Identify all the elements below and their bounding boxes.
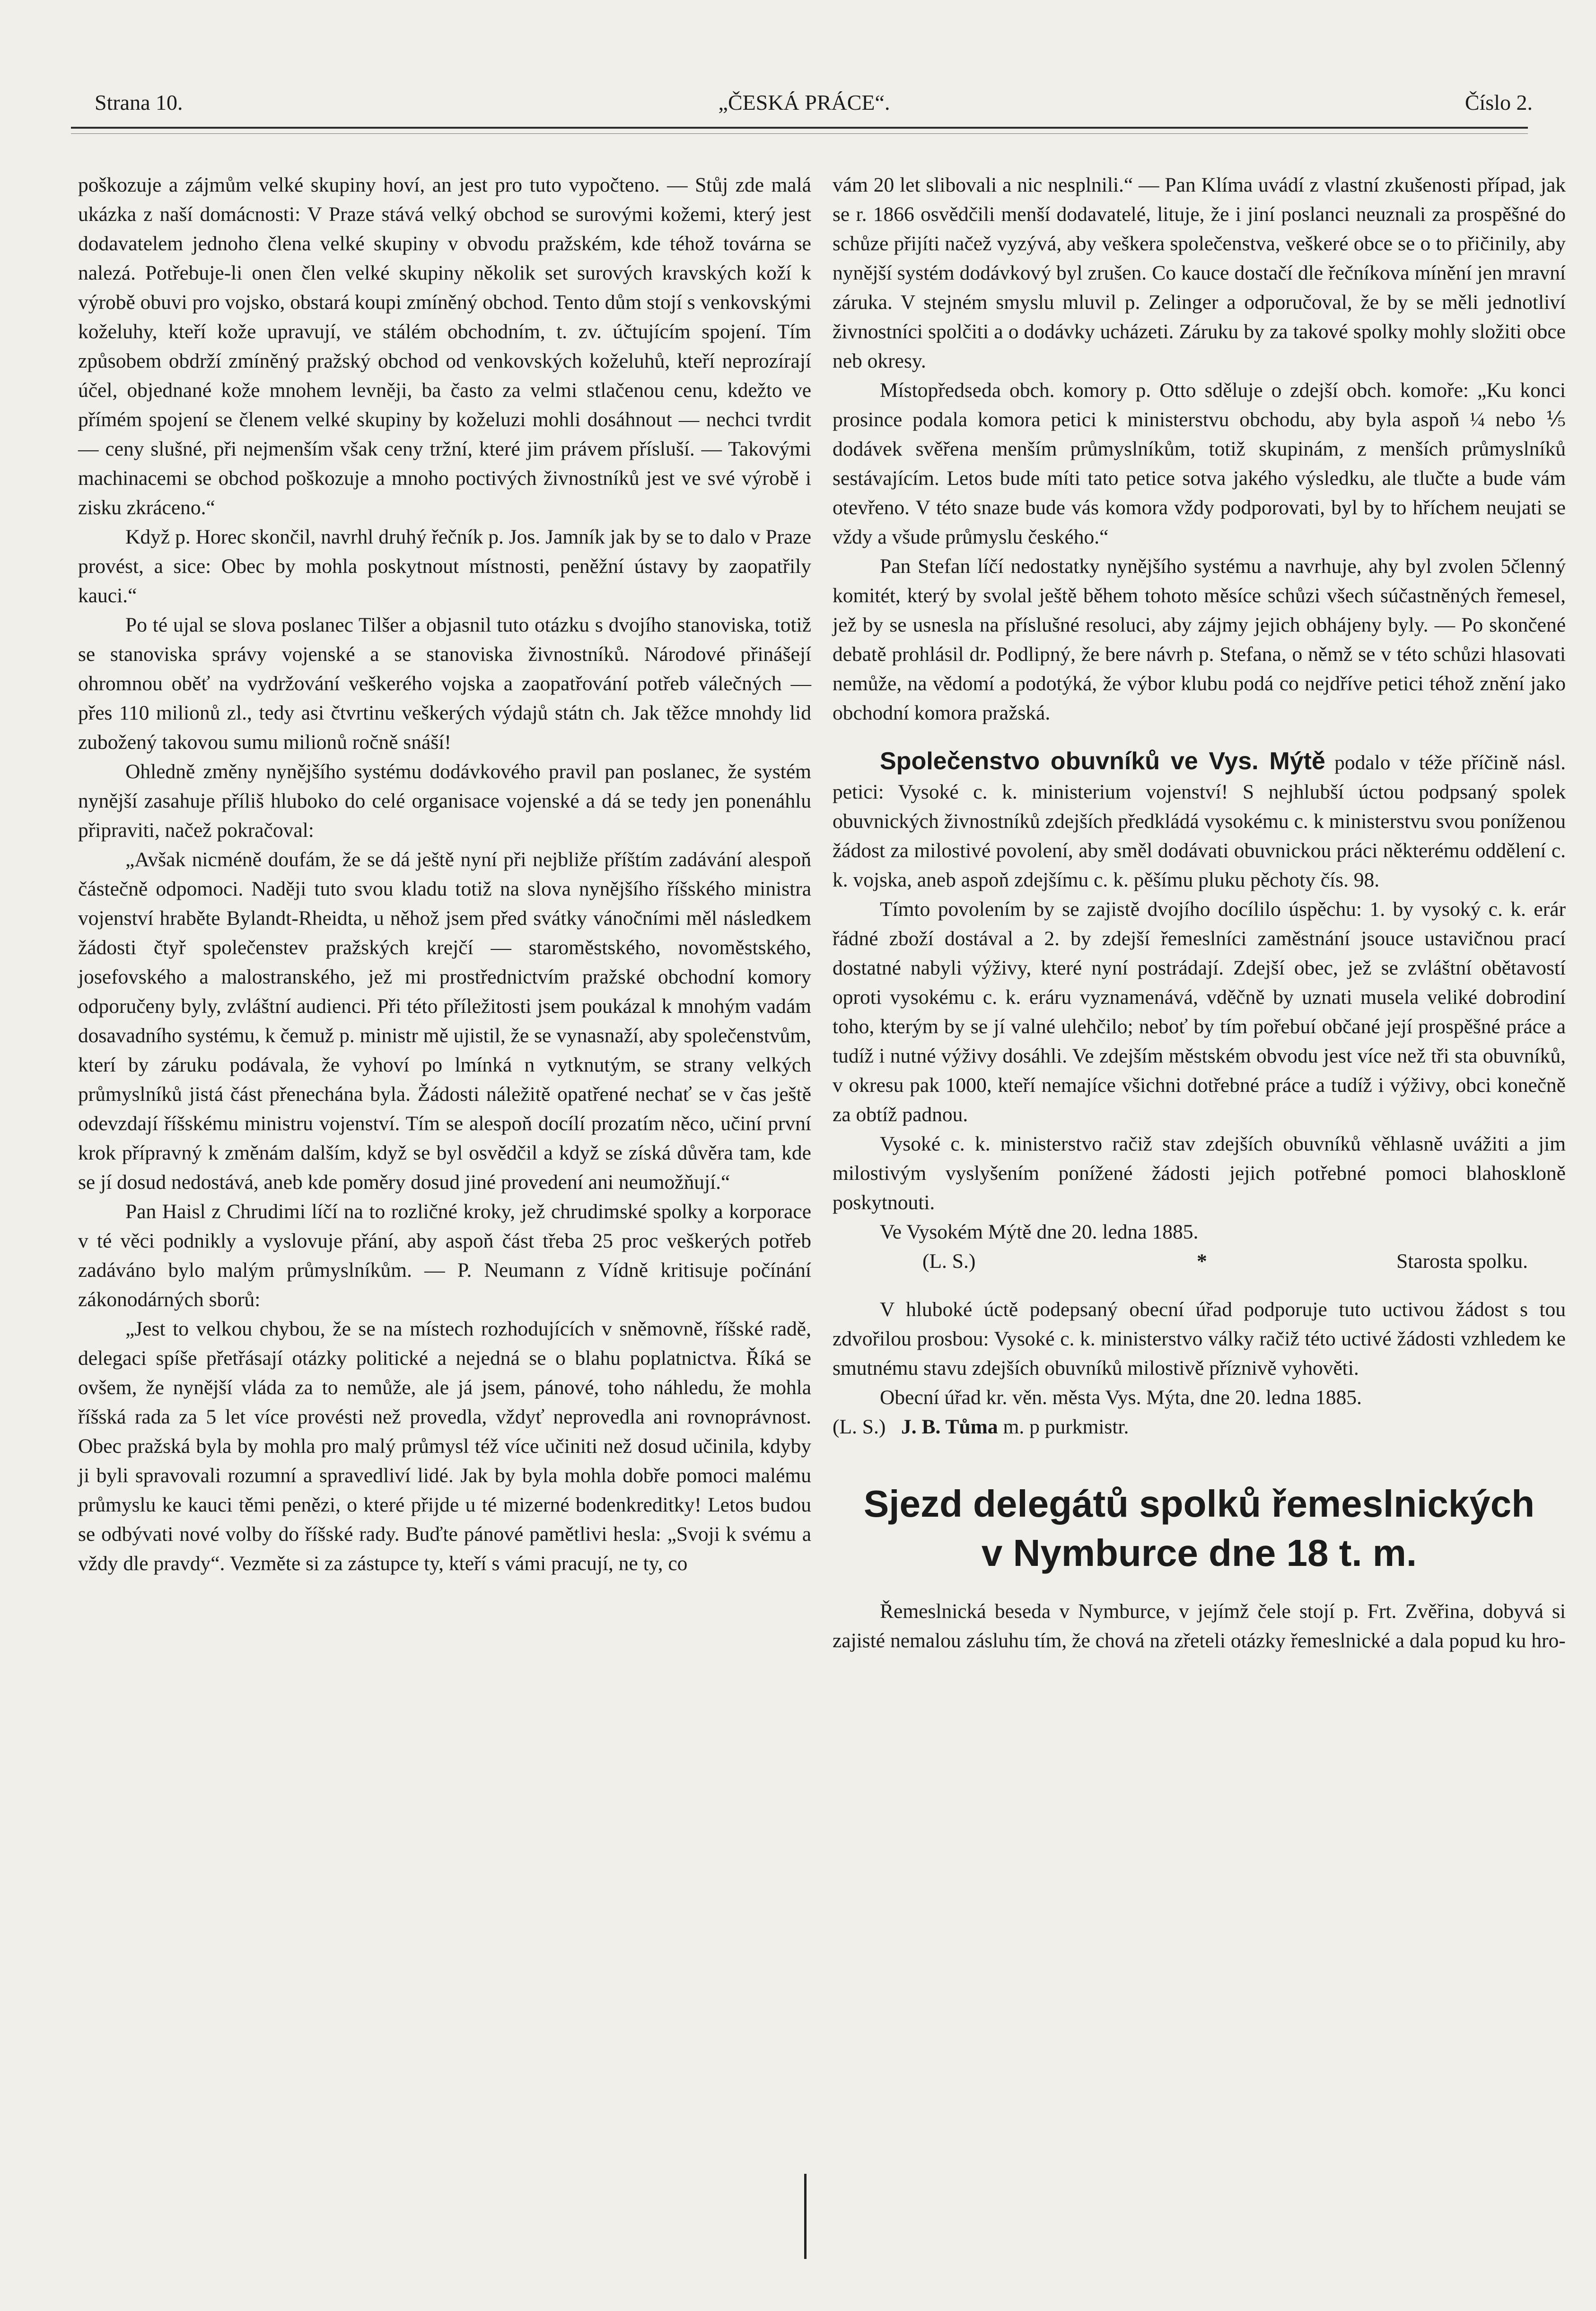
article-quote: „Jest to velkou chybou, že se na místech rozhodujících v sněmovně, říšské radě, delegaci spíše přetřásají otázky politické a nejedná se o blahu poplatnictva. Říká se ovšem, že nynější vláda za to nemůže, ale já jsem, pánové, toho náhledu, že mohla říšská rada za 5 let více provésti než provedla, vždyť neprovedla ani rovnoprávnost. Obec pražská byla by mohla pro malý průmysl též více učiniti než dosud učinila, kdyby ji byli spravovali rozumní a spravedliví lidé. Jak by byla mohla dobře pomoci malému průmyslu ke kauci těmi penězi, o které přijde u té mizerné bodenkreditky! Letos budou se odbývati nové volby do říšské rady. Buďte pánové pamětlivi hesla: „Svoji k svému a vždy dle pravdy“. Vezměte si za zástupce ty, kteří s vámi pracují, ne ty, co (78, 1318, 811, 1575)
section-title-line-1: Sjezd delegátů spolků řemeslnických (863, 1483, 1535, 1525)
petition-paragraph: Tímto povolením by se zajistě dvojího docílilo úspěchu: 1. by vysoký c. k. erár řádné zboží dostával a 2. by zdejší řemeslníci zaměstnání jsouce ustavičnou prací dostatné nabyli výživy, které nyní postrádají. Zdejší obec, jež se zvláštní obětavostí oproti vysokému c. k. eráru vyznamenává, vděčně by uznati musela veliké dobrodiní toho, kterým by se jí valné ulehčilo; neboť by tím pořebuí občané její prospěšné práce a tudíž i nutné výživy dosáhli. Ve zdejším městském obvodu jest více než tři sta obuvníků, v okresu pak 1000, kteří nemajíce všichni dotřebné práce a tudíž i výživy, obci konečně za obtíž padnou. (833, 898, 1566, 1126)
petition-text: podalo v téže příčině násl. petici: Vysoké c. k. ministerium vojenství! S nejhlubší úctou podpsaný spolek obuvnických živnostníků zdejších předkládá vysokému c. k ministerstvu svou poníženou žádost za milostivé povolení, aby směl dodávati obuvnickou práci některému oddělení c. k. vojska, aneb aspoň zdejšímu c. k. pěšímu pluku pěchoty čís. 98. (833, 751, 1566, 891)
mayor-name: J. B. Tůma (901, 1415, 998, 1438)
page-header (71, 90, 1537, 128)
section-gap (833, 1460, 1566, 1479)
mayor-signature (833, 1412, 1566, 1441)
header-rule-thin (71, 133, 1528, 134)
section-gap (833, 1441, 1566, 1460)
seal-label-2: (L. S.) (833, 1415, 886, 1438)
article-paragraph: Když p. Horec skončil, navrhl druhý řečník p. Jos. Jamník jak by se to dalo v Praze provést, a sice: Obec by mohla poskytnout místnosti, peněžní ústavy by zaopatřily kauci.“ (78, 526, 811, 607)
article-paragraph: Pan Haisl z Chrudimi líčí na to rozličné kroky, jež chrudimské spolky a korporace v té věci podnikly a vyslovuje přání, aby aspoň část třeba 25 proc veškerých potřeb zadáváno bylo malým průmyslníkům. — P. Neumann z Vídně kritisuje počínání zákonodárných sborů: (78, 1200, 811, 1311)
article-paragraph: Řemeslnická beseda v Nymburce, v jejímž čele stojí p. Frt. Zvěřina, dobyvá si zajisté nemalou zásluhu tím, že chová na zřeteli otázky řemeslnické a dala popud ku hro- (833, 1600, 1566, 1652)
seal-label: (L. S.) (922, 1250, 976, 1273)
article-paragraph: Místopředseda obch. komory p. Otto sděluje o zdejší obch. komoře: „Ku konci prosince podala komora petici k ministerstvu obchodu, aby byla aspoň ¼ nebo ⅕ dodávek svěřena menším průmyslníkům, totiž skupinám, z menších průmyslníků sestávajícím. Letos bude míti tato petice sotva jakého výsledku, ale tlučte a bude vám otevřeno. V této snaze bude vás komora vždy podporovati, byl by to hříchem neujati se vždy a všude průmyslu českého.“ (833, 379, 1566, 548)
article-paragraph: Ohledně změny nynějšího systému dodávkového pravil pan poslanec, že systém nynější zasahuje příliš hluboko do celé organisace vojenské a dá se tedy jen ponenáhlu připraviti, načež pokračoval: (78, 760, 811, 842)
signature-row (833, 1247, 1566, 1276)
right-column (833, 170, 1566, 1655)
petition-paragraph: Vysoké c. k. ministerstvo račiž stav zdejších obuvníků věhlasně uvážiti a jim milostivým vyslyšením ponížené žádosti jejich potřebné pomoci blahoskloně poskytnouti. (833, 1133, 1566, 1214)
page-number: Strana 10. (95, 90, 183, 114)
article-paragraph: Pan Stefan líčí nedostatky nynějšího systému a navrhuje, ahy byl zvolen 5členný komitét, který by svolal ještě během tohoto měsíce schůzi všech súčastněných řemesel, jež by se usnesla na příslušné resoluci, aby zájmy jejich obhájeny byly. — Po skončené debatě prohlásil dr. Podlipný, že bere návrh p. Stefana, o němž se v této schůzi hlasovati nemůže, na vědomí a podotýká, že výbor klubu podá co nejdříve petici téhož znění jako obchodní komora pražská. (833, 555, 1566, 724)
section-title-line-2: v Nymburce dne 18 t. m. (981, 1532, 1417, 1574)
article-paragraph: Po té ujal se slova poslanec Tilšer a objasnil tuto otázku s dvojího stanoviska, totiž se stanoviska správy vojenské a se stanoviska živnostníků. Národové přinášejí ohromnou oběť na vydržování veškerého vojska a zaopatřování potřeb válečných — přes 110 milionů zl., tedy asi čtvrtinu veškerých výdajů státn ch. Jak těžce mnohdy lid zubožený takovou sumu milionů ročně snáší! (78, 614, 811, 754)
article-paragraph: poškozuje a zájmům velké skupiny hoví, an jest pro tuto vypočteno. — Stůj zde malá ukázka z naší domácnosti: V Praze stává velký obchod se surovými kožemi, který jest dodavatelem jednoho člena velké skupiny v obvodu pražském, kde téhož továrna se nalezá. Potřebuje-li onen člen velké skupiny několik set surových kravských koží k výrobě obuvi pro vojsko, obstará koupi zmíněný obchod. Tento dům stojí s venkovskými koželuhy, kteří kože upravují, ve stálém obchodním, t. zv. účtujícím spojení. Tím způsobem obdrží zmíněný pražský obchod od venkovských koželuhů, kteří neprozírají účel, objednané kože mnohem levněji, ba často za velmi stlačenou cenu, kdežto ve přímém spojení se členem velké skupiny by koželuzi mohli dosáhnout — nechci tvrdit — ceny slušné, při nejmenším však ceny tržní, které jim právem přísluší. — Takovými machinacemi se obchod poškozuje a mnoho poctivých živnostníků jest ve své výrobě i zisku zkráceno.“ (78, 174, 811, 519)
section-gap (833, 1276, 1566, 1295)
left-column (78, 170, 811, 1578)
section-gap (833, 1578, 1566, 1597)
office-line: Obecní úřad kr. věn. města Vys. Mýta, dne 20. ledna 1885. (880, 1386, 1362, 1409)
article-paragraph: vám 20 let slibovali a nic nesplnili.“ — Pan Klíma uvádí z vlastní zkušenosti případ, jak se r. 1866 osvědčili menší dodavatelé, lituje, že i jiní poslanci neuznali za prospěšné do schůze přijíti načež vyzývá, aby veškera společenstva, veškeré obce se o to přičinily, aby nynější systém dodávkový byl zrušen. Co kauce dostačí dle řečníkova mínění jen mravní záruka. V stejném smyslu mluvil p. Zelinger a odporučoval, že by se měli jednotliví živnostníci spolčiti a o dodávky ucházeti. Záruku by za takové spolky mohly složiti obce neb okresy. (833, 174, 1566, 372)
endorsement-paragraph: V hluboké úctě podepsaný obecní úřad podporuje tuto uctivou žádost s tou zdvořilou prosbou: Vysoké c. k. ministerstvo války račiž této uctivé žádosti vzhledem ke smutnému stavu zdejších obuvníků milostivě příznivě vyhověti. (833, 1298, 1566, 1380)
chairman-label: Starosta spolku. (1396, 1250, 1528, 1273)
star-mark: * (1197, 1250, 1207, 1273)
issue-number: Číslo 2. (1464, 90, 1533, 114)
mayor-title: m. p purkmistr. (1003, 1415, 1129, 1438)
masthead-title: „ČESKÁ PRÁCE“. (718, 90, 890, 114)
margin-bar (804, 2174, 807, 2259)
date-line: Ve Vysokém Mýtě dne 20. ledna 1885. (880, 1221, 1199, 1243)
petition-intro (833, 747, 1566, 895)
article-quote: „Avšak nicméně doufám, že se dá ještě nyní při nejbliže příštím zadávání alespoň částečně odpomoci. Naději tuto svou kladu totiž na slova nynějšího říšského ministra vojenství hraběte Bylandt-Rheidta, u něhož jsem před svátky vánočními měl následkem žádosti čtyř společenstev pražských krejčí — staroměstského, novoměstského, josefovského a malostranského, jež mi prostřednictvím pražské obchodní komory odporučeny byly, zvláštní audienci. Při této příležitosti jsem poukázal k mnohým vadám dosavadního systému, k čemuž p. ministr mě ujistil, že se vynasnaží, aby společenstvům, kterí by záruku podávala, že vyhoví po lmínká n vytknutým, se strany velkých průmyslníků jistá část přenechána byla. Žádosti náležitě opatřené nechať se v čas ještě odevzdají říšskému ministru vojenství. Tím se alespoň docílí prozatím něco, učiní první krok přípravný k změnám dalším, když se byl osvědčil a když se získá důvěra tam, kde se jí dosud nedostává, aneb kde poměry dosud jiné provedení ani neumožňují.“ (78, 848, 811, 1194)
section-heading: Společenstvo obuvníků ve Vys. Mýtě (880, 747, 1325, 775)
header-rule (71, 127, 1528, 129)
section-gap (833, 728, 1566, 747)
